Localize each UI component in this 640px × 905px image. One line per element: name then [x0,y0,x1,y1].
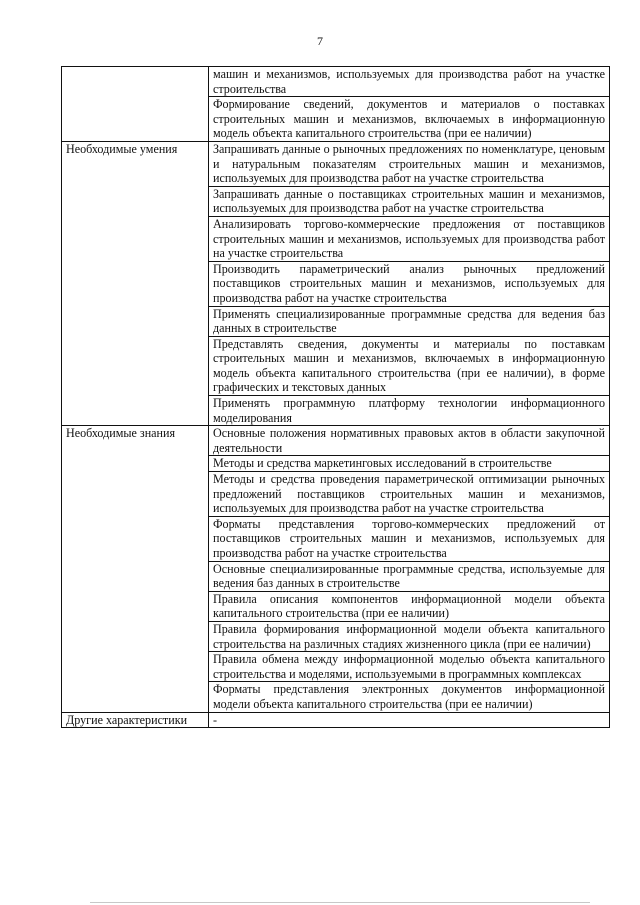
knowledge-item: Основные положения нормативных правовых актов в области закупочной деятельности [209,426,610,456]
knowledge-item: Форматы представления электронных документов информационной модели объекта капитального строительства (при ее наличии) [209,682,610,712]
skill-item: Представлять сведения, документы и материалы по поставкам строительных машин и механизмов, включаемых в информационную модель объекта капитального строительства (при ее наличии), в форме графических и текстовых данных [209,336,610,395]
qualification-table [61,66,610,728]
continued-item: машин и механизмов, используемых для производства работ на участке строительства [209,67,610,97]
knowledge-item: Методы и средства маркетинговых исследований в строительстве [209,456,610,472]
skill-item: Запрашивать данные о рыночных предложениях по номенклатуре, ценовым и натуральным показателям строительных машин и механизмов, используемых для производства работ на участке строительства [209,141,610,186]
continued-label-cell [62,67,209,142]
knowledge-item: Правила формирования информационной модели объекта капитального строительства на различных стадиях жизненного цикла (при ее наличии) [209,621,610,651]
skill-item: Запрашивать данные о поставщиках строительных машин и механизмов, используемых для производства работ на участке строительства [209,186,610,216]
skill-item: Применять программную платформу технологии информационного моделирования [209,396,610,426]
skill-item: Производить параметрический анализ рыночных предложений поставщиков строительных машин и механизмов, используемых для производства работ на участке строительства [209,261,610,306]
knowledge-item: Основные специализированные программные средства, используемые для ведения баз данных в строительстве [209,561,610,591]
table-row [62,712,610,728]
skill-item: Анализировать торгово-коммерческие предложения от поставщиков строительных машин и механизмов, используемых для производства работ на участке строительства [209,216,610,261]
table-row [62,141,610,186]
knowledge-item: Форматы представления торгово-коммерческих предложений от поставщиков строительных машин и механизмов, используемых для производства работ на участке строительства [209,516,610,561]
continued-item: Формирование сведений, документов и материалов о поставках строительных машин и механизмов, включаемых в информационную модель объекта капитального строительства (при ее наличии) [209,97,610,142]
skill-item: Применять специализированные программные средства для ведения баз данных в строительстве [209,306,610,336]
knowledge-item: Правила описания компонентов информационной модели объекта капитального строительства (при ее наличии) [209,591,610,621]
knowledge-item: Правила обмена между информационной моделью объекта капитального строительства и моделями, используемыми в программных комплексах [209,652,610,682]
table-row [62,67,610,97]
other-value: - [209,712,610,728]
other-label: Другие характеристики [62,712,209,728]
skills-label: Необходимые умения [62,141,209,425]
table-row [62,426,610,456]
knowledge-item: Методы и средства проведения параметрической оптимизации рыночных предложений поставщиков строительных машин и механизмов, используемых для производства работ на участке строительства [209,472,610,517]
knowledge-label: Необходимые знания [62,426,209,712]
page-number: 7 [317,34,323,48]
scan-edge-line [90,902,590,903]
